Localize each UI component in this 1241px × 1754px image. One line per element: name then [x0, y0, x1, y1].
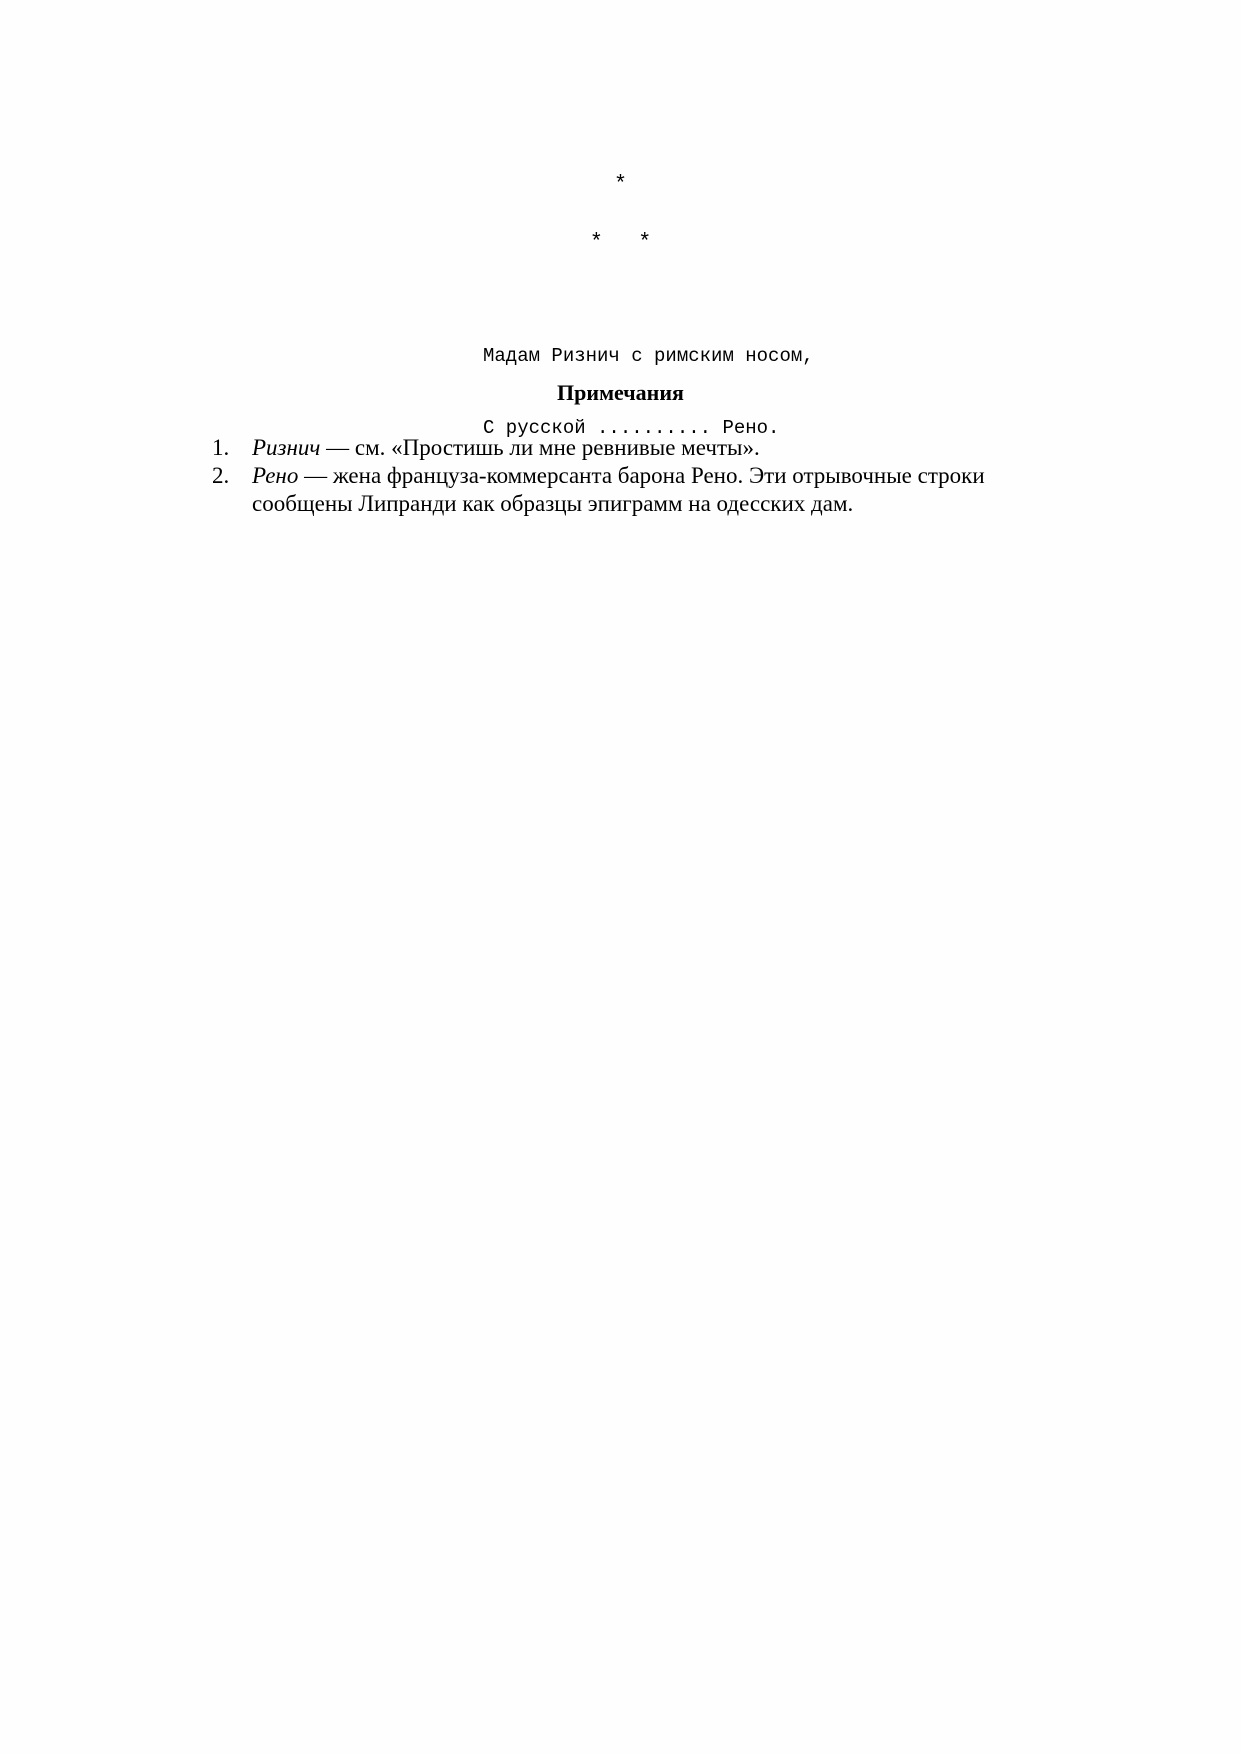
- poem-line: С русской .......... Рено.: [483, 417, 780, 439]
- note-term: Ризнич: [252, 435, 321, 460]
- note-term: Рено: [252, 463, 299, 488]
- asterism-star: *: [589, 230, 603, 255]
- notes-list: [212, 434, 1072, 518]
- note-number: 1.: [212, 435, 230, 460]
- asterism-star: *: [613, 172, 628, 197]
- note-text: — жена француза-коммерсанта барона Рено. Эти отрывочные строки сообщены Липранди как образцы эпиграмм на одесских дам.: [252, 463, 985, 516]
- note-number: 2.: [212, 463, 230, 488]
- notes-heading: Примечания: [557, 380, 684, 405]
- poem-line: Мадам Ризнич с римским носом,: [483, 345, 814, 367]
- note-item: [212, 434, 1072, 462]
- asterism-star: *: [638, 230, 652, 255]
- asterism-top: [0, 172, 1241, 198]
- note-item: [212, 462, 1072, 518]
- note-text: — см. «Простишь ли мне ревнивые мечты».: [320, 435, 760, 460]
- asterism-bottom: [0, 230, 1241, 256]
